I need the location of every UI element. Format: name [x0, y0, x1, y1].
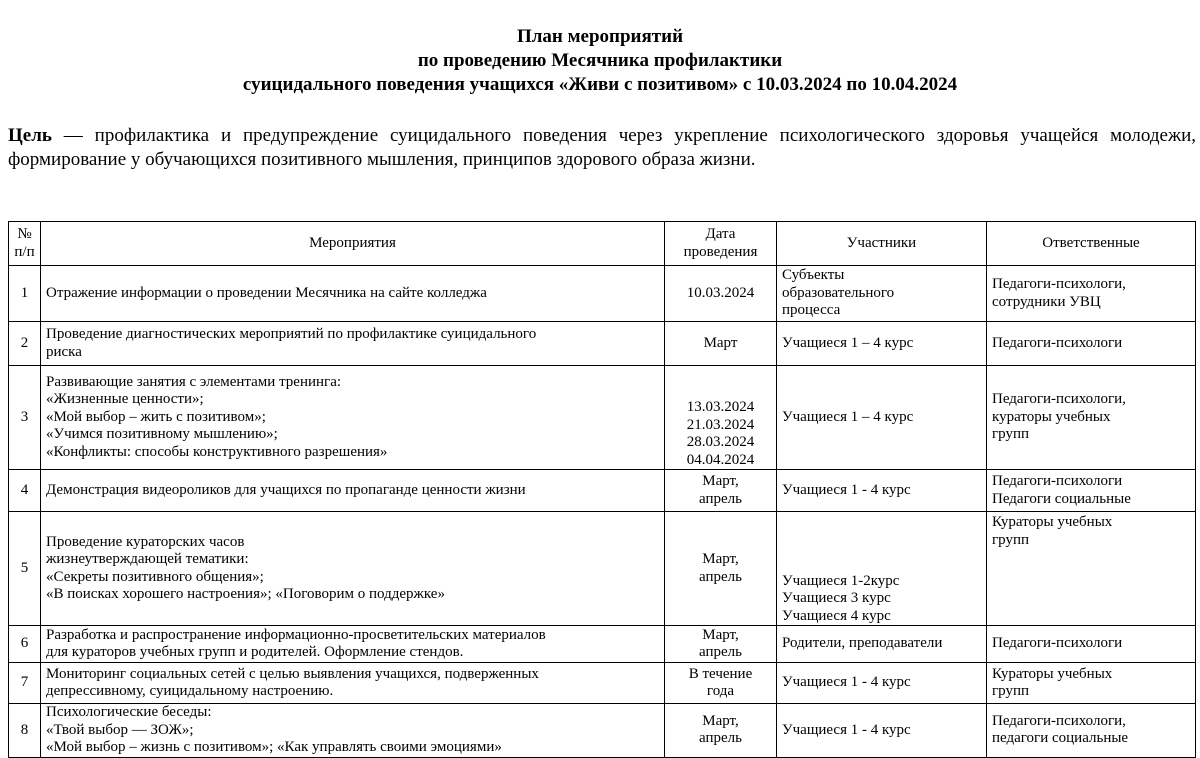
- table-body: [9, 266, 1196, 758]
- table-row: [9, 366, 1196, 470]
- event-cell-line: Разработка и распространение информационно-просветительских материалов: [46, 626, 546, 643]
- event-cell-line: Психологические беседы:: [46, 704, 212, 720]
- date-cell-line: 28.03.2024: [686, 434, 755, 450]
- participants-cell-line: Учащиеся 3 курс: [782, 590, 891, 606]
- date-cell-line: апрель: [699, 730, 742, 747]
- table-row: [9, 663, 1196, 704]
- row-number: 3: [9, 366, 41, 470]
- responsible-cell-line: Педагоги социальные: [992, 490, 1131, 507]
- date-cell: [665, 626, 777, 663]
- participants-cell-line: Учащиеся 1 – 4 курс: [782, 408, 914, 425]
- event-cell-line: Проведение диагностических мероприятий по профилактике суицидального: [46, 326, 537, 342]
- row-number: 8: [9, 704, 41, 758]
- date-cell: [665, 663, 777, 704]
- event-cell: [41, 470, 665, 512]
- event-cell-line: «Учимся позитивному мышлению»;: [46, 426, 278, 443]
- responsible-cell: [987, 663, 1196, 704]
- date-cell-line: 13.03.2024: [686, 399, 755, 415]
- table-row: [9, 704, 1196, 758]
- row-number: 1: [9, 266, 41, 322]
- responsible-cell-line: Педагоги-психологи: [992, 473, 1123, 489]
- date-cell-line: апрель: [699, 490, 742, 507]
- goal-paragraph: [8, 124, 1196, 172]
- responsible-cell-line: групп: [992, 531, 1030, 548]
- responsible-cell-line: Педагоги-психологи,: [992, 391, 1126, 408]
- responsible-cell-line: Кураторы учебных: [992, 514, 1113, 530]
- event-cell: [41, 626, 665, 663]
- date-cell-line: Март,: [702, 551, 739, 567]
- table-row: [9, 322, 1196, 366]
- event-cell-line: Демонстрация видеороликов для учащихся по пропаганде ценности жизни: [46, 481, 526, 498]
- table-row: [9, 512, 1196, 626]
- event-cell-line: риска: [46, 343, 82, 360]
- responsible-cell-line: групп: [992, 426, 1030, 443]
- event-cell-line: «Жизненные ценности»;: [46, 391, 204, 408]
- event-cell: [41, 322, 665, 366]
- date-cell-line: Март,: [702, 473, 739, 489]
- responsible-cell-line: групп: [992, 683, 1030, 699]
- header-event: Мероприятия: [41, 222, 665, 266]
- row-number: 6: [9, 626, 41, 663]
- date-cell: [665, 366, 777, 470]
- participants-cell: [777, 366, 987, 470]
- participants-cell-line: Учащиеся 1 - 4 курс: [782, 674, 911, 691]
- header-date: Дата проведения: [665, 222, 777, 266]
- responsible-cell-line: Педагоги-психологи: [992, 635, 1123, 652]
- responsible-cell-line: Педагоги-психологи,: [992, 712, 1126, 729]
- row-number: 7: [9, 663, 41, 704]
- date-cell-line: Март,: [702, 626, 739, 643]
- event-cell-line: жизнеутверждающей тематики:: [46, 551, 249, 567]
- event-cell-line: «Конфликты: способы конструктивного разрешения»: [46, 443, 388, 460]
- event-cell: [41, 704, 665, 758]
- participants-cell: [777, 512, 987, 626]
- responsible-cell: [987, 470, 1196, 512]
- event-cell-line: Развивающие занятия с элементами тренинга:: [46, 373, 342, 390]
- participants-cell-line: Родители, преподаватели: [782, 635, 943, 652]
- responsible-cell: [987, 512, 1196, 626]
- date-cell-line: В течение: [688, 665, 753, 682]
- date-cell-line: 21.03.2024: [686, 416, 755, 433]
- event-cell-line: Проведение кураторских часов: [46, 533, 245, 550]
- event-cell-line: депрессивному, суицидальному настроению.: [46, 683, 334, 699]
- date-cell: [665, 470, 777, 512]
- responsible-cell-line: Кураторы учебных: [992, 665, 1113, 682]
- event-cell-line: «Мой выбор – жить с позитивом»;: [46, 408, 266, 425]
- date-cell: [665, 266, 777, 322]
- responsible-cell-line: Педагоги-психологи,: [992, 276, 1126, 292]
- responsible-cell-line: педагоги социальные: [992, 730, 1129, 747]
- event-cell-line: «Мой выбор – жизнь с позитивом»; «Как управлять своими эмоциями»: [46, 739, 502, 755]
- participants-cell-line: Субъекты: [782, 267, 845, 284]
- event-cell-line: «Секреты позитивного общения»;: [46, 568, 264, 585]
- participants-cell: [777, 663, 987, 704]
- participants-cell-line: Учащиеся 1 – 4 курс: [782, 334, 914, 351]
- date-cell-line: апрель: [699, 644, 742, 660]
- date-cell-line: 04.04.2024: [686, 451, 755, 468]
- table-row: [9, 470, 1196, 512]
- participants-cell: [777, 322, 987, 366]
- participants-cell: [777, 704, 987, 758]
- row-number: 4: [9, 470, 41, 512]
- header-participants: Участники: [777, 222, 987, 266]
- title-line-3: суицидального поведения учащихся «Живи с позитивом» с 10.03.2024 по 10.04.2024: [242, 74, 958, 95]
- event-cell: [41, 266, 665, 322]
- row-number: 5: [9, 512, 41, 626]
- responsible-cell: [987, 366, 1196, 470]
- row-number: 2: [9, 322, 41, 366]
- responsible-cell-line: Педагоги-психологи: [992, 334, 1123, 351]
- participants-cell: [777, 266, 987, 322]
- event-cell: [41, 366, 665, 470]
- responsible-cell: [987, 322, 1196, 366]
- event-cell-line: «В поисках хорошего настроения»; «Поговорим о поддержке»: [46, 586, 445, 602]
- participants-cell: [777, 470, 987, 512]
- date-cell: [665, 512, 777, 626]
- event-cell-line: Мониторинг социальных сетей с целью выявления учащихся, подверженных: [46, 665, 539, 682]
- goal-text: — профилактика и предупреждение суицидального поведения через укрепление психологического здоровья учащейся молодежи, формирование у обучающихся позитивного мышления, принципов здорового образа жизни.: [8, 125, 1196, 170]
- participants-cell-line: Учащиеся 4 курс: [782, 607, 891, 624]
- event-cell-line: «Твой выбор — ЗОЖ»;: [46, 721, 194, 738]
- goal-label: Цель: [8, 125, 52, 146]
- table-row: [9, 626, 1196, 663]
- table-row: [9, 266, 1196, 322]
- responsible-cell: [987, 266, 1196, 322]
- date-cell-line: Март,: [702, 712, 739, 729]
- date-cell-line: апрель: [699, 568, 742, 585]
- event-cell-line: для кураторов учебных групп и родителей. Оформление стендов.: [46, 644, 464, 660]
- title-line-2: по проведению Месячника профилактики: [417, 50, 783, 71]
- date-cell-line: года: [706, 683, 735, 699]
- responsible-cell-line: кураторы учебных: [992, 408, 1111, 425]
- responsible-cell-line: сотрудники УВЦ: [992, 293, 1101, 310]
- date-cell-line: 10.03.2024: [686, 284, 755, 301]
- participants-cell-line: процесса: [782, 302, 841, 319]
- responsible-cell: [987, 704, 1196, 758]
- date-cell: [665, 704, 777, 758]
- event-cell: [41, 512, 665, 626]
- event-cell-line: Отражение информации о проведении Месячника на сайте колледжа: [46, 284, 487, 301]
- table-header-row: [9, 222, 1196, 266]
- participants-cell: [777, 626, 987, 663]
- document-title: [0, 25, 1200, 97]
- title-line-1: План мероприятий: [516, 26, 684, 47]
- header-responsible: Ответственные: [987, 222, 1196, 266]
- header-num: № п/п: [9, 222, 41, 266]
- participants-cell-line: Учащиеся 1 - 4 курс: [782, 481, 911, 498]
- event-cell: [41, 663, 665, 704]
- events-table: [8, 221, 1196, 758]
- participants-cell-line: Учащиеся 1 - 4 курс: [782, 721, 911, 738]
- date-cell-line: Март: [703, 334, 738, 351]
- participants-cell-line: образовательного: [782, 284, 895, 301]
- participants-cell-line: Учащиеся 1-2курс: [782, 572, 900, 589]
- date-cell: [665, 322, 777, 366]
- responsible-cell: [987, 626, 1196, 663]
